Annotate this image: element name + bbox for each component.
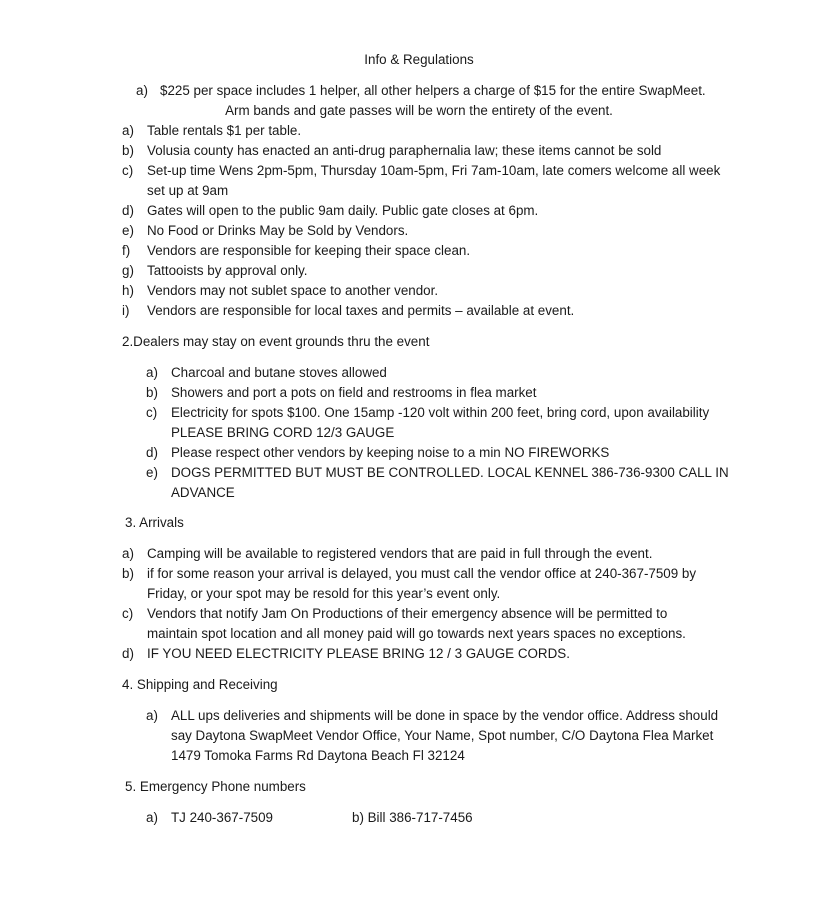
- list-item-text: Please respect other vendors by keeping noise to a min NO FIREWORKS: [171, 445, 610, 460]
- list-item-text: Charcoal and butane stoves allowed: [171, 365, 387, 380]
- fee-text: $225 per space includes 1 helper, all other helpers a charge of $15 for the entire SwapMeet.: [160, 83, 706, 98]
- fee-text-continued: Arm bands and gate passes will be worn the entirety of the event.: [225, 103, 613, 118]
- list-item-text: Volusia county has enacted an anti-drug paraphernalia law; these items cannot be sold: [147, 143, 662, 158]
- list-item-text: Vendors are responsible for keeping their space clean.: [147, 243, 471, 258]
- list-item-text: Electricity for spots $100. One 15amp -120 volt within 200 feet, bring cord, upon availability: [171, 405, 710, 420]
- list-item-text: Vendors that notify Jam On Productions of their emergency absence will be permitted to: [147, 606, 668, 621]
- list-item-text: Table rentals $1 per table.: [147, 123, 302, 138]
- list-marker: d): [122, 646, 134, 661]
- list-item-text: DOGS PERMITTED BUT MUST BE CONTROLLED. LOCAL KENNEL 386-736-9300 CALL IN: [171, 465, 729, 480]
- phone-number-bill: b) Bill 386-717-7456: [352, 810, 473, 825]
- list-marker: a): [146, 810, 158, 825]
- list-item-text: Camping will be available to registered vendors that are paid in full through the event.: [147, 546, 653, 561]
- list-item-text-continued: say Daytona SwapMeet Vendor Office, Your Name, Spot number, C/O Daytona Flea Market: [171, 728, 714, 743]
- list-marker: a): [136, 83, 148, 98]
- list-marker: f): [122, 243, 131, 258]
- list-marker: c): [122, 163, 134, 178]
- list-marker: h): [122, 283, 134, 298]
- list-item-text: Tattooists by approval only.: [147, 263, 308, 278]
- list-item-text: IF YOU NEED ELECTRICITY PLEASE BRING 12 / 3 GAUGE CORDS.: [147, 646, 570, 661]
- list-item-text-continued: Friday, or your spot may be resold for this year’s event only.: [147, 586, 501, 601]
- document-title: Info & Regulations: [364, 52, 474, 67]
- list-marker: c): [146, 405, 158, 420]
- list-marker: a): [146, 365, 158, 380]
- list-item-text: Gates will open to the public 9am daily. Public gate closes at 6pm.: [147, 203, 539, 218]
- list-marker: d): [122, 203, 134, 218]
- section-heading-dealers: 2.Dealers may stay on event grounds thru the event: [122, 334, 430, 349]
- list-item-text: Vendors may not sublet space to another vendor.: [147, 283, 439, 298]
- list-marker: g): [122, 263, 134, 278]
- phone-number-tj: TJ 240-367-7509: [171, 810, 273, 825]
- list-marker: i): [122, 303, 130, 318]
- list-marker: e): [146, 465, 158, 480]
- list-item-text: Vendors are responsible for local taxes and permits – available at event.: [147, 303, 575, 318]
- section-heading-shipping: 4. Shipping and Receiving: [122, 677, 278, 692]
- list-item-text: Showers and port a pots on field and restrooms in flea market: [171, 385, 537, 400]
- list-item-text-continued: set up at 9am: [147, 183, 229, 198]
- list-marker: d): [146, 445, 158, 460]
- list-marker: a): [146, 708, 158, 723]
- list-item-text-continued: maintain spot location and all money paid will go towards next years spaces no exceptions.: [147, 626, 686, 641]
- list-item-text: No Food or Drinks May be Sold by Vendors.: [147, 223, 409, 238]
- list-marker: b): [122, 566, 134, 581]
- section-heading-arrivals: 3. Arrivals: [125, 515, 184, 530]
- list-item-text-continued: PLEASE BRING CORD 12/3 GAUGE: [171, 425, 395, 440]
- contact-item-bill: [352, 808, 473, 828]
- list-marker: a): [122, 546, 134, 561]
- list-item-text: ALL ups deliveries and shipments will be done in space by the vendor office. Address should: [171, 708, 719, 723]
- list-item-text: Set-up time Wens 2pm-5pm, Thursday 10am-5pm, Fri 7am-10am, late comers welcome all week: [147, 163, 721, 178]
- list-marker: b): [146, 385, 158, 400]
- list-item-text-continued: 1479 Tomoka Farms Rd Daytona Beach Fl 32124: [171, 748, 465, 763]
- list-marker: e): [122, 223, 134, 238]
- list-marker: c): [122, 606, 134, 621]
- section-heading-emergency: 5. Emergency Phone numbers: [125, 779, 306, 794]
- list-marker: a): [122, 123, 134, 138]
- list-item-text: if for some reason your arrival is delayed, you must call the vendor office at 240-367-7509 by: [147, 566, 697, 581]
- list-item-text-continued: ADVANCE: [171, 485, 235, 500]
- list-marker: b): [122, 143, 134, 158]
